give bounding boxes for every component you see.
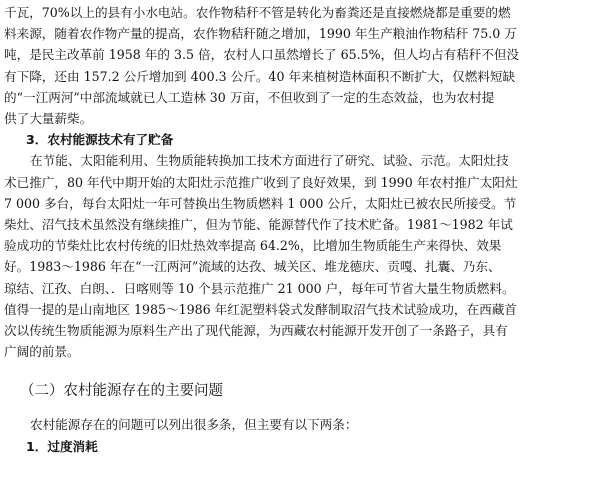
text-line: 吨，是民主改革前 1958 年的 3.5 倍，农村人口虽然增长了 65.5%，但人均占有秸秆不但没 [4,47,520,63]
text-line: 农村能源存在的问题可以列出很多条，但主要有以下两条： [30,417,358,433]
text-line: 在节能、太阳能利用、生物质能转换加工技术方面进行了研究、试验、示范。太阳灶技 [30,153,509,169]
text-line: 术已推广，80 年代中期开始的太阳灶示范推广收到了良好效果，到 1990 年农村推广太阳灶 [4,174,518,190]
text-line: 次以传统生物质能源为原料生产出了现代能源，为西藏农村能源开发开创了一条路子，具有 [4,323,508,339]
section-heading-2: （二）农村能源存在的主要问题 [20,383,223,400]
paragraph-1 [4,2,592,129]
text-line: 好。1983～1986 年在“一江两河”流域的达孜、城关区、堆龙德庆、贡嘎、扎囊、乃东、 [4,259,501,275]
text-line: 供了大量薪柴。 [4,111,93,127]
text-line: 柴灶、沼气技术虽然没有继续推广，但为节能、能源替代作了技术贮备。1981～1982 年试 [4,217,513,233]
text-line: 验成功的节柴灶比农村传统的旧灶热效率提高 64.2%，比增加生物质能生产来得快、效果 [4,238,502,254]
text-line: 的“一江两河”中部流域就已人工造林 30 万亩，不但收到了一定的生态效益，也为农村提 [4,89,495,105]
text-line: 有下降，还由 157.2 公斤增加到 400.3 公斤。40 年来植树造林面积不断扩大，仅燃料短缺 [4,68,516,84]
text-line: 千瓦，70%以上的县有小水电站。农作物秸秆不管是转化为畜粪还是直接燃烧都是重要的燃 [4,5,511,20]
text-line: 广阔的前景。 [4,344,80,360]
text-line: 7 000 多台，每台太阳灶一年可替换出生物质燃料 1 000 公斤，太阳灶已被农民所接受。节 [4,195,517,211]
paragraph-3 [4,414,592,435]
section-heading-3: 3．农村能源技术有了贮备 [26,132,174,148]
text-line: 料来源，随着农作物产量的提高，农作物秸秆随之增加，1990 年生产粮油作物秸秆 75.0 万 [4,26,517,42]
text-line: 值得一提的是山南地区 1985～1986 年红泥塑料袋式发酵制取沼气技术试验成功，在西藏首 [4,301,517,317]
subsection-heading: 1．过度消耗 [26,438,98,454]
paragraph-2 [4,150,592,362]
text-line: 琼结、江孜、白朗、．日喀则等 10 个县示范推广 21 000 户，每年可节省大量生物质燃料。 [4,280,515,296]
spacer [4,402,592,414]
